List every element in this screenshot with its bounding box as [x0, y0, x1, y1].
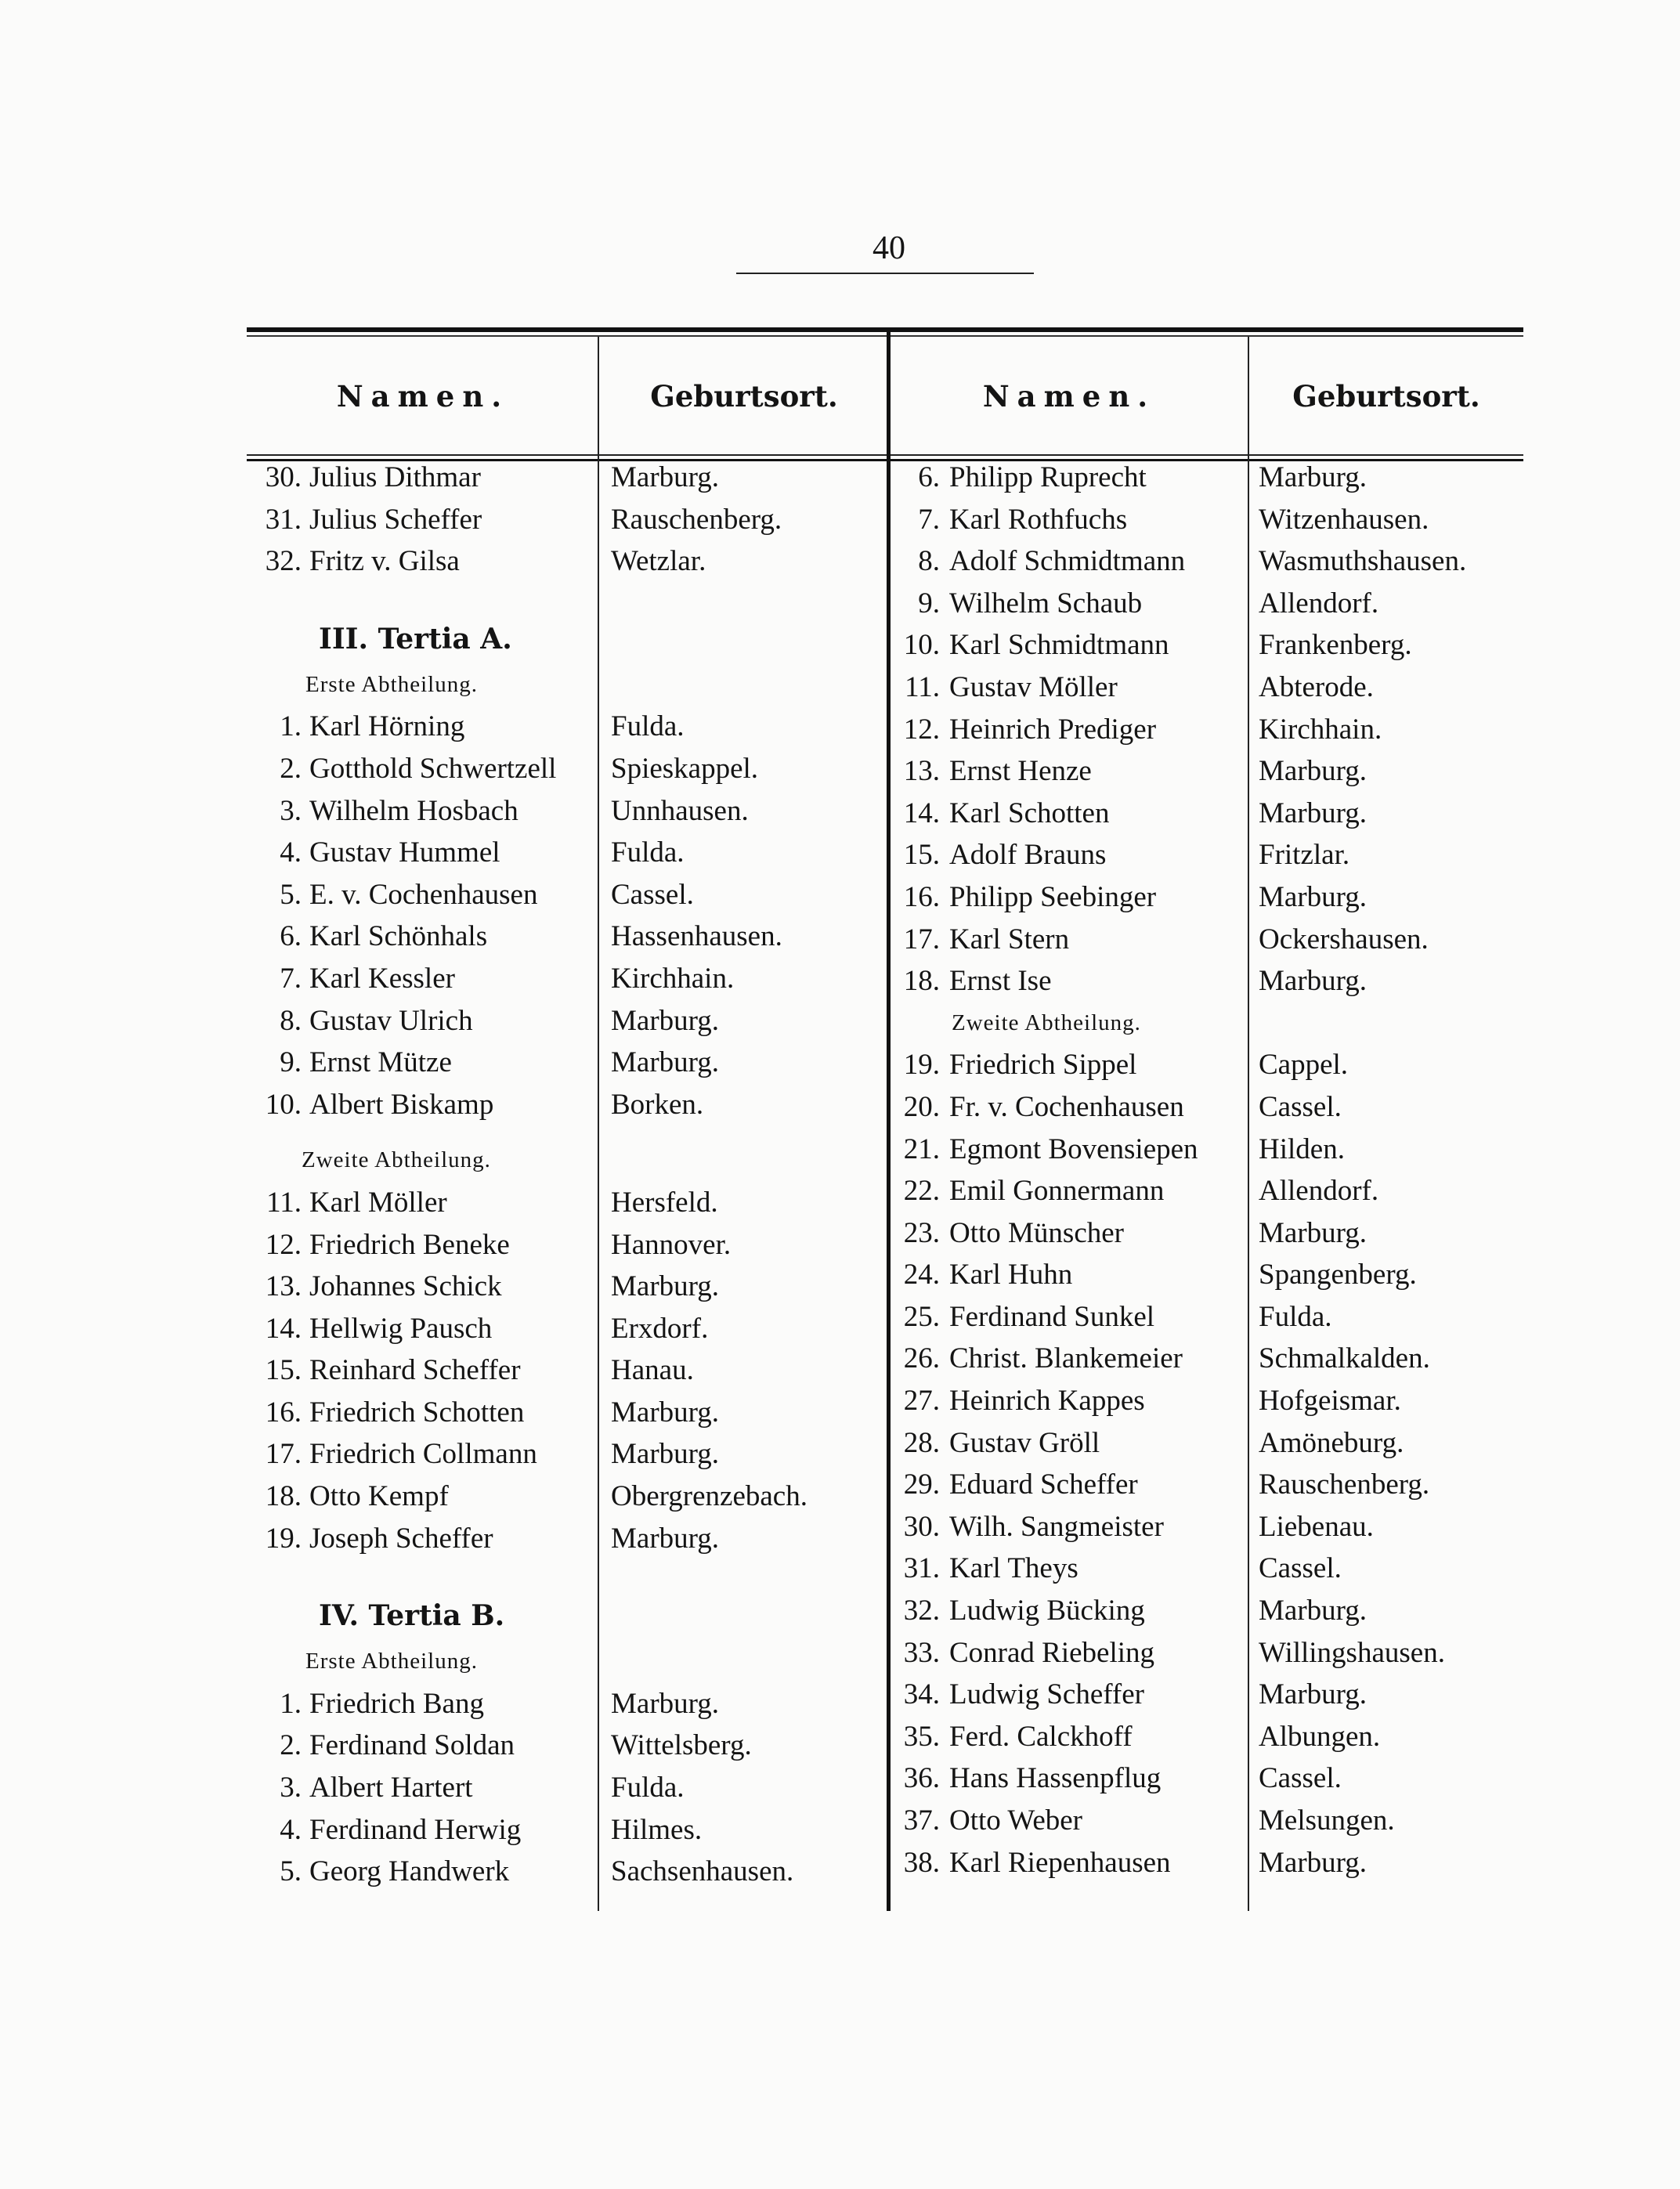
student-name: Julius Dithmar	[309, 461, 481, 493]
table-row	[893, 1086, 1523, 1129]
header-rule-thin	[247, 454, 1523, 456]
entry-number: 4.	[280, 1813, 302, 1846]
birthplace: Marburg.	[611, 1438, 720, 1471]
entry-number: 11.	[905, 670, 940, 703]
subsection-label: Zweite Abtheilung.	[952, 1010, 1141, 1035]
entry-number: 3.	[280, 1772, 302, 1804]
entry-number: 24.	[903, 1259, 940, 1291]
table-row	[247, 916, 885, 958]
entry-number: 2.	[280, 752, 302, 785]
birthplace: Marburg.	[611, 1004, 720, 1037]
table-row	[247, 1182, 885, 1224]
birthplace: Allendorf.	[1259, 587, 1379, 619]
table-row	[247, 1683, 885, 1725]
table-row	[893, 583, 1523, 625]
birthplace: Cassel.	[1259, 1552, 1342, 1585]
table-row	[893, 1464, 1523, 1506]
table-row	[893, 1044, 1523, 1086]
subsection-label: Erste Abtheilung.	[305, 671, 478, 697]
table-row	[893, 1129, 1523, 1171]
entry-number: 4.	[280, 836, 302, 869]
entry-number: 10.	[265, 1088, 302, 1121]
birthplace: Cassel.	[1259, 1090, 1342, 1123]
entry-number: 6.	[918, 461, 940, 493]
entry-number: 16.	[903, 880, 940, 913]
birthplace: Ockershausen.	[1259, 923, 1429, 955]
table-row	[893, 624, 1523, 666]
entry-number: 32.	[265, 545, 302, 578]
entry-number: 16.	[265, 1396, 302, 1429]
entry-number: 12.	[903, 713, 940, 746]
entry-number: 5.	[280, 878, 302, 911]
entry-number: 15.	[903, 839, 940, 872]
table-row	[893, 540, 1523, 583]
student-name: Gustav Hummel	[309, 836, 500, 869]
birthplace: Allendorf.	[1259, 1175, 1379, 1208]
entry-number: 21.	[903, 1132, 940, 1165]
student-name: Gustav Ulrich	[309, 1004, 473, 1037]
birthplace: Marburg.	[1259, 1595, 1367, 1627]
student-name: Christ. Blankemeier	[949, 1342, 1183, 1375]
birthplace: Fulda.	[611, 836, 685, 869]
entry-number: 1.	[280, 1687, 302, 1720]
student-name: Ernst Mütze	[309, 1046, 452, 1079]
table-row	[893, 1254, 1523, 1296]
right-column	[893, 457, 1523, 1884]
entry-number: 10.	[903, 629, 940, 662]
student-name: Ludwig Scheffer	[949, 1678, 1144, 1711]
student-name: Ferdinand Soldan	[309, 1729, 515, 1762]
birthplace: Fulda.	[611, 710, 685, 743]
entry-number: 23.	[903, 1216, 940, 1249]
entry-number: 19.	[903, 1049, 940, 1082]
table-row	[247, 1000, 885, 1042]
student-name: Wilh. Sangmeister	[949, 1510, 1164, 1543]
entry-number: 1.	[280, 710, 302, 743]
table-row	[893, 1212, 1523, 1255]
table-row	[893, 1296, 1523, 1338]
entry-number: 20.	[903, 1090, 940, 1123]
table-row	[893, 457, 1523, 499]
birthplace: Fulda.	[1259, 1300, 1332, 1333]
birthplace: Hilmes.	[611, 1813, 703, 1846]
birthplace: Marburg.	[611, 1687, 720, 1720]
table-row	[893, 1338, 1523, 1380]
table-row	[247, 540, 885, 583]
student-name: Egmont Bovensiepen	[949, 1132, 1198, 1165]
subsection-label: Zweite Abtheilung.	[302, 1147, 491, 1173]
entry-number: 12.	[265, 1228, 302, 1261]
birthplace: Marburg.	[611, 1270, 720, 1303]
divider-center	[887, 327, 891, 1911]
entry-number: 31.	[903, 1552, 940, 1585]
table-row	[893, 960, 1523, 1002]
entry-number: 13.	[265, 1270, 302, 1303]
student-name: Karl Huhn	[949, 1259, 1073, 1291]
birthplace: Kirchhain.	[611, 962, 735, 995]
table-row	[893, 499, 1523, 541]
birthplace: Marburg.	[611, 461, 720, 493]
entry-number: 18.	[903, 965, 940, 998]
student-name: Gotthold Schwertzell	[309, 752, 557, 785]
header-birthplace-right: Geburtsort.	[1292, 379, 1480, 414]
page-number: 40	[873, 230, 905, 266]
student-name: Wilhelm Schaub	[949, 587, 1143, 619]
entry-number: 14.	[265, 1312, 302, 1345]
entry-number: 33.	[903, 1636, 940, 1669]
table-row	[893, 834, 1523, 876]
birthplace: Abterode.	[1259, 670, 1374, 703]
entry-number: 27.	[903, 1385, 940, 1418]
birthplace: Hanau.	[611, 1354, 694, 1387]
birthplace: Wetzlar.	[611, 545, 706, 578]
birthplace: Frankenberg.	[1259, 629, 1412, 662]
table-row	[893, 793, 1523, 835]
student-name: Hellwig Pausch	[309, 1312, 493, 1345]
student-name: Wilhelm Hosbach	[309, 794, 518, 827]
table-row	[893, 919, 1523, 961]
birthplace: Hofgeismar.	[1259, 1385, 1401, 1418]
birthplace: Erxdorf.	[611, 1312, 709, 1345]
table-row	[247, 1224, 885, 1266]
birthplace: Marburg.	[1259, 755, 1367, 788]
entry-number: 15.	[265, 1354, 302, 1387]
table-row	[247, 1266, 885, 1308]
student-name: Eduard Scheffer	[949, 1468, 1138, 1501]
table-row	[247, 1725, 885, 1767]
entry-number: 2.	[280, 1729, 302, 1762]
student-name: Fritz v. Gilsa	[309, 545, 460, 578]
student-name: Joseph Scheffer	[309, 1522, 493, 1555]
student-name: Ferdinand Sunkel	[949, 1300, 1155, 1333]
birthplace: Hannover.	[611, 1228, 732, 1261]
entry-number: 29.	[903, 1468, 940, 1501]
entry-number: 17.	[903, 923, 940, 955]
table-row	[247, 1042, 885, 1084]
student-name: Albert Biskamp	[309, 1088, 494, 1121]
student-name: Ludwig Bücking	[949, 1595, 1145, 1627]
subsection-label: Erste Abtheilung.	[305, 1649, 478, 1674]
student-name: Otto Münscher	[949, 1216, 1124, 1249]
entry-number: 36.	[903, 1762, 940, 1795]
table-row	[247, 790, 885, 833]
entry-number: 31.	[265, 503, 302, 536]
birthplace: Marburg.	[611, 1522, 720, 1555]
student-name: Adolf Schmidtmann	[949, 545, 1186, 578]
entry-number: 11.	[266, 1186, 302, 1219]
table-row	[247, 706, 885, 748]
entry-number: 7.	[280, 962, 302, 995]
table-row	[247, 1767, 885, 1809]
table-row	[247, 1084, 885, 1126]
entry-number: 14.	[903, 796, 940, 829]
table-row	[893, 709, 1523, 751]
entry-number: 8.	[280, 1004, 302, 1037]
entry-number: 9.	[918, 587, 940, 619]
table-row	[247, 1392, 885, 1434]
student-name: Karl Möller	[309, 1186, 447, 1219]
table-row	[893, 1380, 1523, 1422]
birthplace: Witzenhausen.	[1259, 503, 1429, 536]
student-name: Karl Schönhals	[309, 920, 488, 953]
student-name: Conrad Riebeling	[949, 1636, 1155, 1669]
entry-number: 28.	[903, 1426, 940, 1459]
student-name: Albert Hartert	[309, 1772, 473, 1804]
birthplace: Marburg.	[1259, 965, 1367, 998]
table-row	[247, 1349, 885, 1392]
birthplace: Borken.	[611, 1088, 704, 1121]
student-name: Ferdinand Herwig	[309, 1813, 522, 1846]
birthplace: Marburg.	[1259, 1846, 1367, 1879]
student-name: Friedrich Sippel	[949, 1049, 1137, 1082]
left-column	[247, 457, 885, 1893]
student-name: Karl Hörning	[309, 710, 465, 743]
birthplace: Albungen.	[1259, 1720, 1381, 1753]
student-name: Ernst Ise	[949, 965, 1052, 998]
student-name: Karl Rothfuchs	[949, 503, 1128, 536]
birthplace: Spieskappel.	[611, 752, 759, 785]
table-row	[893, 1842, 1523, 1884]
table-row	[247, 1851, 885, 1893]
entry-number: 30.	[903, 1510, 940, 1543]
entry-number: 8.	[918, 545, 940, 578]
student-name: Otto Weber	[949, 1804, 1082, 1837]
birthplace: Marburg.	[611, 1396, 720, 1429]
entry-number: 17.	[265, 1438, 302, 1471]
table-row	[893, 1506, 1523, 1548]
table-row	[893, 1716, 1523, 1758]
birthplace: Marburg.	[611, 1046, 720, 1079]
table-row	[893, 1800, 1523, 1842]
page-number-rule	[736, 273, 1034, 274]
student-name: Karl Schotten	[949, 796, 1110, 829]
student-name: Friedrich Bang	[309, 1687, 484, 1720]
table-row	[247, 1476, 885, 1518]
table-row	[893, 1757, 1523, 1800]
entry-number: 6.	[280, 920, 302, 953]
student-name: Gustav Möller	[949, 670, 1118, 703]
birthplace: Spangenberg.	[1259, 1259, 1417, 1291]
student-name: Karl Theys	[949, 1552, 1078, 1585]
student-name: Julius Scheffer	[309, 503, 482, 536]
student-name: Philipp Seebinger	[949, 880, 1157, 913]
student-name: Reinhard Scheffer	[309, 1354, 521, 1387]
table-row	[247, 874, 885, 916]
header-name-right: Namen.	[982, 379, 1156, 414]
student-name: Friedrich Collmann	[309, 1438, 537, 1471]
birthplace: Obergrenzebach.	[611, 1480, 807, 1513]
entry-number: 7.	[918, 503, 940, 536]
birthplace: Unnhausen.	[611, 794, 749, 827]
student-name: Karl Kessler	[309, 962, 455, 995]
table-row	[247, 832, 885, 874]
student-name: Hans Hassenpflug	[949, 1762, 1162, 1795]
student-name: Heinrich Kappes	[949, 1385, 1145, 1418]
birthplace: Kirchhain.	[1259, 713, 1382, 746]
birthplace: Melsungen.	[1259, 1804, 1395, 1837]
birthplace: Fulda.	[611, 1772, 685, 1804]
section-title-tertia-a: III. Tertia A.	[319, 622, 512, 656]
birthplace: Marburg.	[1259, 1216, 1367, 1249]
table-row	[247, 748, 885, 790]
birthplace: Amöneburg.	[1259, 1426, 1404, 1459]
entry-number: 19.	[265, 1522, 302, 1555]
student-name: Ernst Henze	[949, 755, 1092, 788]
birthplace: Wittelsberg.	[611, 1729, 752, 1762]
table-row	[247, 1518, 885, 1560]
entry-number: 35.	[903, 1720, 940, 1753]
table-row	[893, 750, 1523, 793]
entry-number: 5.	[280, 1855, 302, 1888]
entry-number: 13.	[903, 755, 940, 788]
student-name: E. v. Cochenhausen	[309, 878, 538, 911]
entry-number: 25.	[903, 1300, 940, 1333]
birthplace: Marburg.	[1259, 880, 1367, 913]
table-row	[247, 1809, 885, 1851]
birthplace: Cassel.	[611, 878, 694, 911]
header-name-left: Namen.	[336, 379, 510, 414]
birthplace: Cappel.	[1259, 1049, 1349, 1082]
student-name: Heinrich Prediger	[949, 713, 1157, 746]
birthplace: Willingshausen.	[1259, 1636, 1445, 1669]
entry-number: 34.	[903, 1678, 940, 1711]
section-title-tertia-b: IV. Tertia B.	[319, 1599, 505, 1633]
entry-number: 3.	[280, 794, 302, 827]
student-name: Ferd. Calckhoff	[949, 1720, 1133, 1753]
student-name: Karl Riepenhausen	[949, 1846, 1171, 1879]
birthplace: Marburg.	[1259, 461, 1367, 493]
student-name: Friedrich Beneke	[309, 1228, 510, 1261]
table-row	[893, 1590, 1523, 1632]
header-birthplace-left: Geburtsort.	[650, 379, 838, 414]
birthplace: Marburg.	[1259, 1678, 1367, 1711]
entry-number: 30.	[265, 461, 302, 493]
student-name: Karl Schmidtmann	[949, 629, 1169, 662]
student-name: Johannes Schick	[309, 1270, 502, 1303]
student-name: Adolf Brauns	[949, 839, 1107, 872]
table-row	[893, 876, 1523, 919]
birthplace: Rauschenberg.	[1259, 1468, 1430, 1501]
entry-number: 26.	[903, 1342, 940, 1375]
table-top-rule	[247, 327, 1523, 332]
entry-number: 32.	[903, 1595, 940, 1627]
birthplace: Schmalkalden.	[1259, 1342, 1430, 1375]
table-row	[247, 958, 885, 1000]
student-name: Fr. v. Cochenhausen	[949, 1090, 1184, 1123]
student-name: Georg Handwerk	[309, 1855, 510, 1888]
table-row	[893, 1632, 1523, 1674]
birthplace: Hassenhausen.	[611, 920, 782, 953]
table-row	[893, 1548, 1523, 1590]
birthplace: Hersfeld.	[611, 1186, 718, 1219]
birthplace: Wasmuthshausen.	[1259, 545, 1467, 578]
table-row	[247, 1433, 885, 1476]
table-row	[893, 1674, 1523, 1716]
student-name: Philipp Ruprecht	[949, 461, 1147, 493]
table-row	[247, 457, 885, 499]
entry-number: 18.	[265, 1480, 302, 1513]
student-name: Emil Gonnermann	[949, 1175, 1165, 1208]
student-name: Otto Kempf	[309, 1480, 449, 1513]
entry-number: 37.	[903, 1804, 940, 1837]
student-name: Gustav Gröll	[949, 1426, 1100, 1459]
table-row	[893, 1170, 1523, 1212]
birthplace: Rauschenberg.	[611, 503, 782, 536]
entry-number: 22.	[903, 1175, 940, 1208]
table-row	[893, 1422, 1523, 1465]
entry-number: 38.	[903, 1846, 940, 1879]
birthplace: Hilden.	[1259, 1132, 1345, 1165]
birthplace: Fritzlar.	[1259, 839, 1350, 872]
birthplace: Sachsenhausen.	[611, 1855, 794, 1888]
birthplace: Liebenau.	[1259, 1510, 1374, 1543]
table-row	[893, 666, 1523, 709]
register-table	[247, 327, 1523, 1925]
table-header	[247, 337, 1523, 454]
student-name: Friedrich Schotten	[309, 1396, 525, 1429]
birthplace: Marburg.	[1259, 796, 1367, 829]
entry-number: 9.	[280, 1046, 302, 1079]
table-row	[247, 499, 885, 541]
table-row	[247, 1308, 885, 1350]
student-name: Karl Stern	[949, 923, 1070, 955]
birthplace: Cassel.	[1259, 1762, 1342, 1795]
